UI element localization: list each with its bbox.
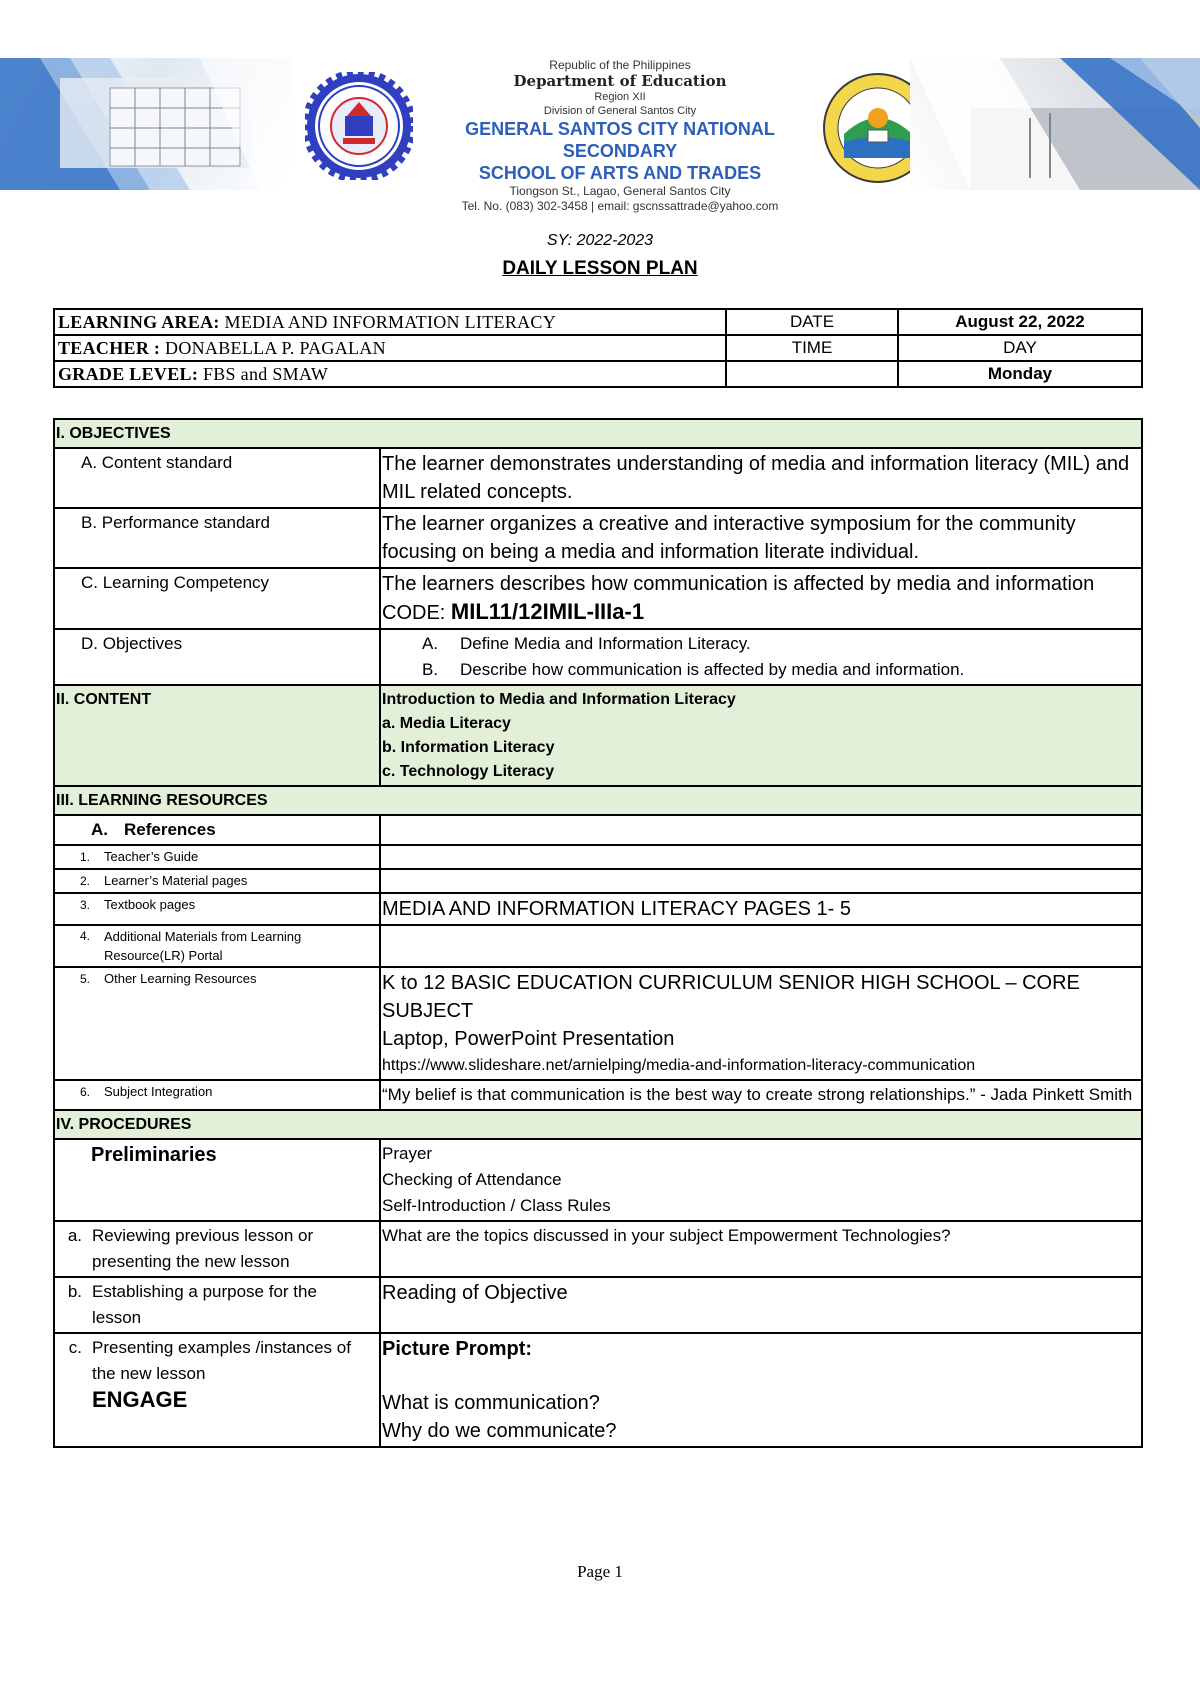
subject-integration-quote: “My belief is that communication is the best way to create strong relationships.” - Jada Pinkett Smith	[380, 1080, 1142, 1110]
other-resource-link: https://www.slideshare.net/arnielping/media-and-information-literacy-communication	[382, 1057, 976, 1074]
objective-item	[382, 631, 1140, 657]
objectives-row	[54, 629, 1142, 685]
resource-label: Other Learning Resources	[104, 971, 257, 986]
letterhead-banner	[0, 58, 1200, 213]
resources-heading: III. LEARNING RESOURCES	[54, 786, 1142, 815]
school-name-line1: GENERAL SANTOS CITY NATIONAL SECONDARY	[465, 119, 775, 161]
competency-code	[382, 598, 1140, 627]
time-label: TIME	[726, 335, 898, 361]
resource-num: 1.	[79, 850, 90, 864]
resource-num: 2.	[79, 874, 90, 888]
campus-photo-graphic	[910, 58, 1200, 190]
content-list	[380, 685, 1142, 786]
content-section-row	[54, 685, 1142, 786]
page-number: Page 1	[577, 1562, 623, 1581]
code-label: CODE:	[382, 602, 446, 624]
resource-label: Textbook pages	[104, 897, 196, 912]
code-value: MIL11/12IMIL-IIIa-1	[450, 599, 645, 624]
resources-section-row	[54, 786, 1142, 815]
preliminaries-label: Preliminaries	[54, 1139, 380, 1221]
department-line: Department of Education	[513, 72, 727, 90]
objective-text: Describe how communication is affected by media and information.	[460, 660, 965, 679]
info-row-teacher	[54, 335, 1142, 361]
resource-label: Learner’s Material pages	[104, 873, 248, 888]
procedure-row-purpose	[54, 1277, 1142, 1333]
info-row-learning-area	[54, 309, 1142, 335]
learning-area-label: LEARNING AREA:	[58, 311, 220, 332]
procedure-label: Reviewing previous lesson or presenting the new lesson	[92, 1226, 314, 1271]
procedure-letter: b.	[67, 1282, 82, 1301]
procedure-row-review	[54, 1221, 1142, 1277]
day-label: DAY	[898, 335, 1142, 361]
resource-row-other	[54, 967, 1142, 1080]
contact-line: Tel. No. (083) 302-3458 | email: gscnssattrade@yahoo.com	[461, 199, 779, 213]
grade-label: GRADE LEVEL:	[58, 363, 199, 384]
resource-value	[380, 925, 1142, 967]
procedure-label-cell	[54, 1221, 380, 1277]
prompt-question: Why do we communicate?	[382, 1420, 617, 1442]
references-label: References	[124, 820, 216, 839]
address-line: Tiongson St., Lagao, General Santos City	[509, 184, 731, 198]
preliminaries-list	[380, 1139, 1142, 1221]
resource-value	[380, 869, 1142, 893]
references-row	[54, 815, 1142, 845]
other-resources-value	[380, 967, 1142, 1080]
school-name-line2: SCHOOL OF ARTS AND TRADES	[478, 163, 762, 183]
school-building-graphic	[0, 58, 290, 190]
content-title: Introduction to Media and Information Literacy	[382, 691, 736, 708]
resource-label: Teacher’s Guide	[104, 849, 199, 864]
date-label: DATE	[726, 309, 898, 335]
resource-row-teachers-guide	[54, 845, 1142, 869]
procedure-label: Establishing a purpose for the lesson	[92, 1282, 317, 1327]
time-value	[726, 361, 898, 387]
content-item: c. Technology Literacy	[382, 763, 555, 780]
content-standard-value: The learner demonstrates understanding of media and information literacy (MIL) and MIL related concepts.	[380, 448, 1142, 508]
other-resource-curriculum: K to 12 BASIC EDUCATION CURRICULUM SENIOR HIGH SCHOOL – CORE SUBJECT	[382, 972, 1080, 1022]
document-title: DAILY LESSON PLAN	[502, 258, 698, 279]
region-line: Region XII	[594, 91, 646, 103]
resource-label: Subject Integration	[104, 1084, 213, 1099]
learning-competency-row	[54, 568, 1142, 629]
learning-competency-label: C. Learning Competency	[54, 568, 380, 629]
procedure-label-cell	[54, 1333, 380, 1447]
procedure-letter: c.	[68, 1338, 82, 1357]
lesson-plan-table	[53, 418, 1143, 1448]
procedure-letter: a.	[67, 1226, 82, 1245]
resource-label: Additional Materials from Learning Resource(LR) Portal	[104, 929, 302, 963]
learning-competency-value: The learners describes how communication is affected by media and information	[382, 573, 1095, 595]
objective-letter: A.	[422, 634, 439, 653]
resource-label-cell	[54, 925, 380, 967]
procedures-heading: IV. PROCEDURES	[54, 1110, 1142, 1139]
division-line: Division of General Santos City	[543, 105, 697, 117]
procedure-row-examples	[54, 1333, 1142, 1447]
learning-area-cell	[54, 309, 726, 335]
resource-row-additional	[54, 925, 1142, 967]
procedures-section-row	[54, 1110, 1142, 1139]
lesson-info-table	[53, 308, 1143, 388]
prompt-question: What is communication?	[382, 1392, 600, 1414]
spacer	[382, 1363, 1140, 1389]
performance-standard-row	[54, 508, 1142, 568]
preliminary-item: Checking of Attendance	[382, 1170, 562, 1189]
resource-label-cell	[54, 845, 380, 869]
grade-value: FBS and SMAW	[202, 363, 329, 384]
objective-letter: B.	[422, 660, 439, 679]
procedure-value: What are the topics discussed in your subject Empowerment Technologies?	[380, 1221, 1142, 1277]
content-item: b. Information Literacy	[382, 739, 555, 756]
resource-num: 5.	[79, 972, 90, 986]
resource-row-textbook	[54, 893, 1142, 925]
school-seal-logo	[305, 72, 413, 180]
objectives-list	[380, 629, 1142, 685]
teacher-label: TEACHER :	[58, 337, 161, 358]
other-resource-tools: Laptop, PowerPoint Presentation	[382, 1028, 675, 1050]
resource-label-cell	[54, 869, 380, 893]
procedure-label-cell	[54, 1277, 380, 1333]
procedure-label: Presenting examples /instances of the new lesson	[92, 1338, 351, 1383]
school-year: SY: 2022-2023	[546, 232, 654, 249]
references-letter: A.	[91, 820, 108, 839]
content-standard-label: A. Content standard	[54, 448, 380, 508]
engage-label: ENGAGE	[92, 1387, 188, 1412]
teacher-cell	[54, 335, 726, 361]
objectives-section-row	[54, 419, 1142, 448]
resource-label-cell	[54, 893, 380, 925]
resource-row-learners-material	[54, 869, 1142, 893]
school-letterhead-text	[415, 58, 825, 214]
objective-item	[382, 657, 1140, 683]
date-value: August 22, 2022	[898, 309, 1142, 335]
resource-num: 6.	[79, 1085, 90, 1099]
content-heading: II. CONTENT	[54, 685, 380, 786]
grade-cell	[54, 361, 726, 387]
day-value: Monday	[898, 361, 1142, 387]
objectives-heading: I. OBJECTIVES	[54, 419, 1142, 448]
info-row-grade	[54, 361, 1142, 387]
procedure-examples-cell	[380, 1333, 1142, 1447]
preliminary-item: Self-Introduction / Class Rules	[382, 1196, 611, 1215]
learning-competency-cell	[380, 568, 1142, 629]
objective-text: Define Media and Information Literacy.	[460, 634, 751, 653]
performance-standard-label: B. Performance standard	[54, 508, 380, 568]
resource-label-cell	[54, 1080, 380, 1110]
content-item: a. Media Literacy	[382, 715, 511, 732]
preliminaries-row	[54, 1139, 1142, 1221]
references-value	[380, 815, 1142, 845]
picture-prompt-title: Picture Prompt:	[382, 1338, 533, 1360]
objectives-label: D. Objectives	[54, 629, 380, 685]
resource-value: MEDIA AND INFORMATION LITERACY PAGES 1- 5	[380, 893, 1142, 925]
resource-row-integration	[54, 1080, 1142, 1110]
resource-value	[380, 845, 1142, 869]
references-label-cell	[54, 815, 380, 845]
teacher-value: DONABELLA P. PAGALAN	[165, 337, 386, 358]
preliminary-item: Prayer	[382, 1144, 433, 1163]
learning-area-value: MEDIA AND INFORMATION LITERACY	[224, 311, 557, 332]
republic-line: Republic of the Philippines	[549, 58, 691, 72]
resource-num: 4.	[79, 929, 90, 943]
content-standard-row	[54, 448, 1142, 508]
performance-standard-value: The learner organizes a creative and interactive symposium for the community focusing on being a media and information literate individual.	[380, 508, 1142, 568]
procedure-value: Reading of Objective	[380, 1277, 1142, 1333]
resource-label-cell	[54, 967, 380, 1080]
resource-num: 3.	[79, 898, 90, 912]
